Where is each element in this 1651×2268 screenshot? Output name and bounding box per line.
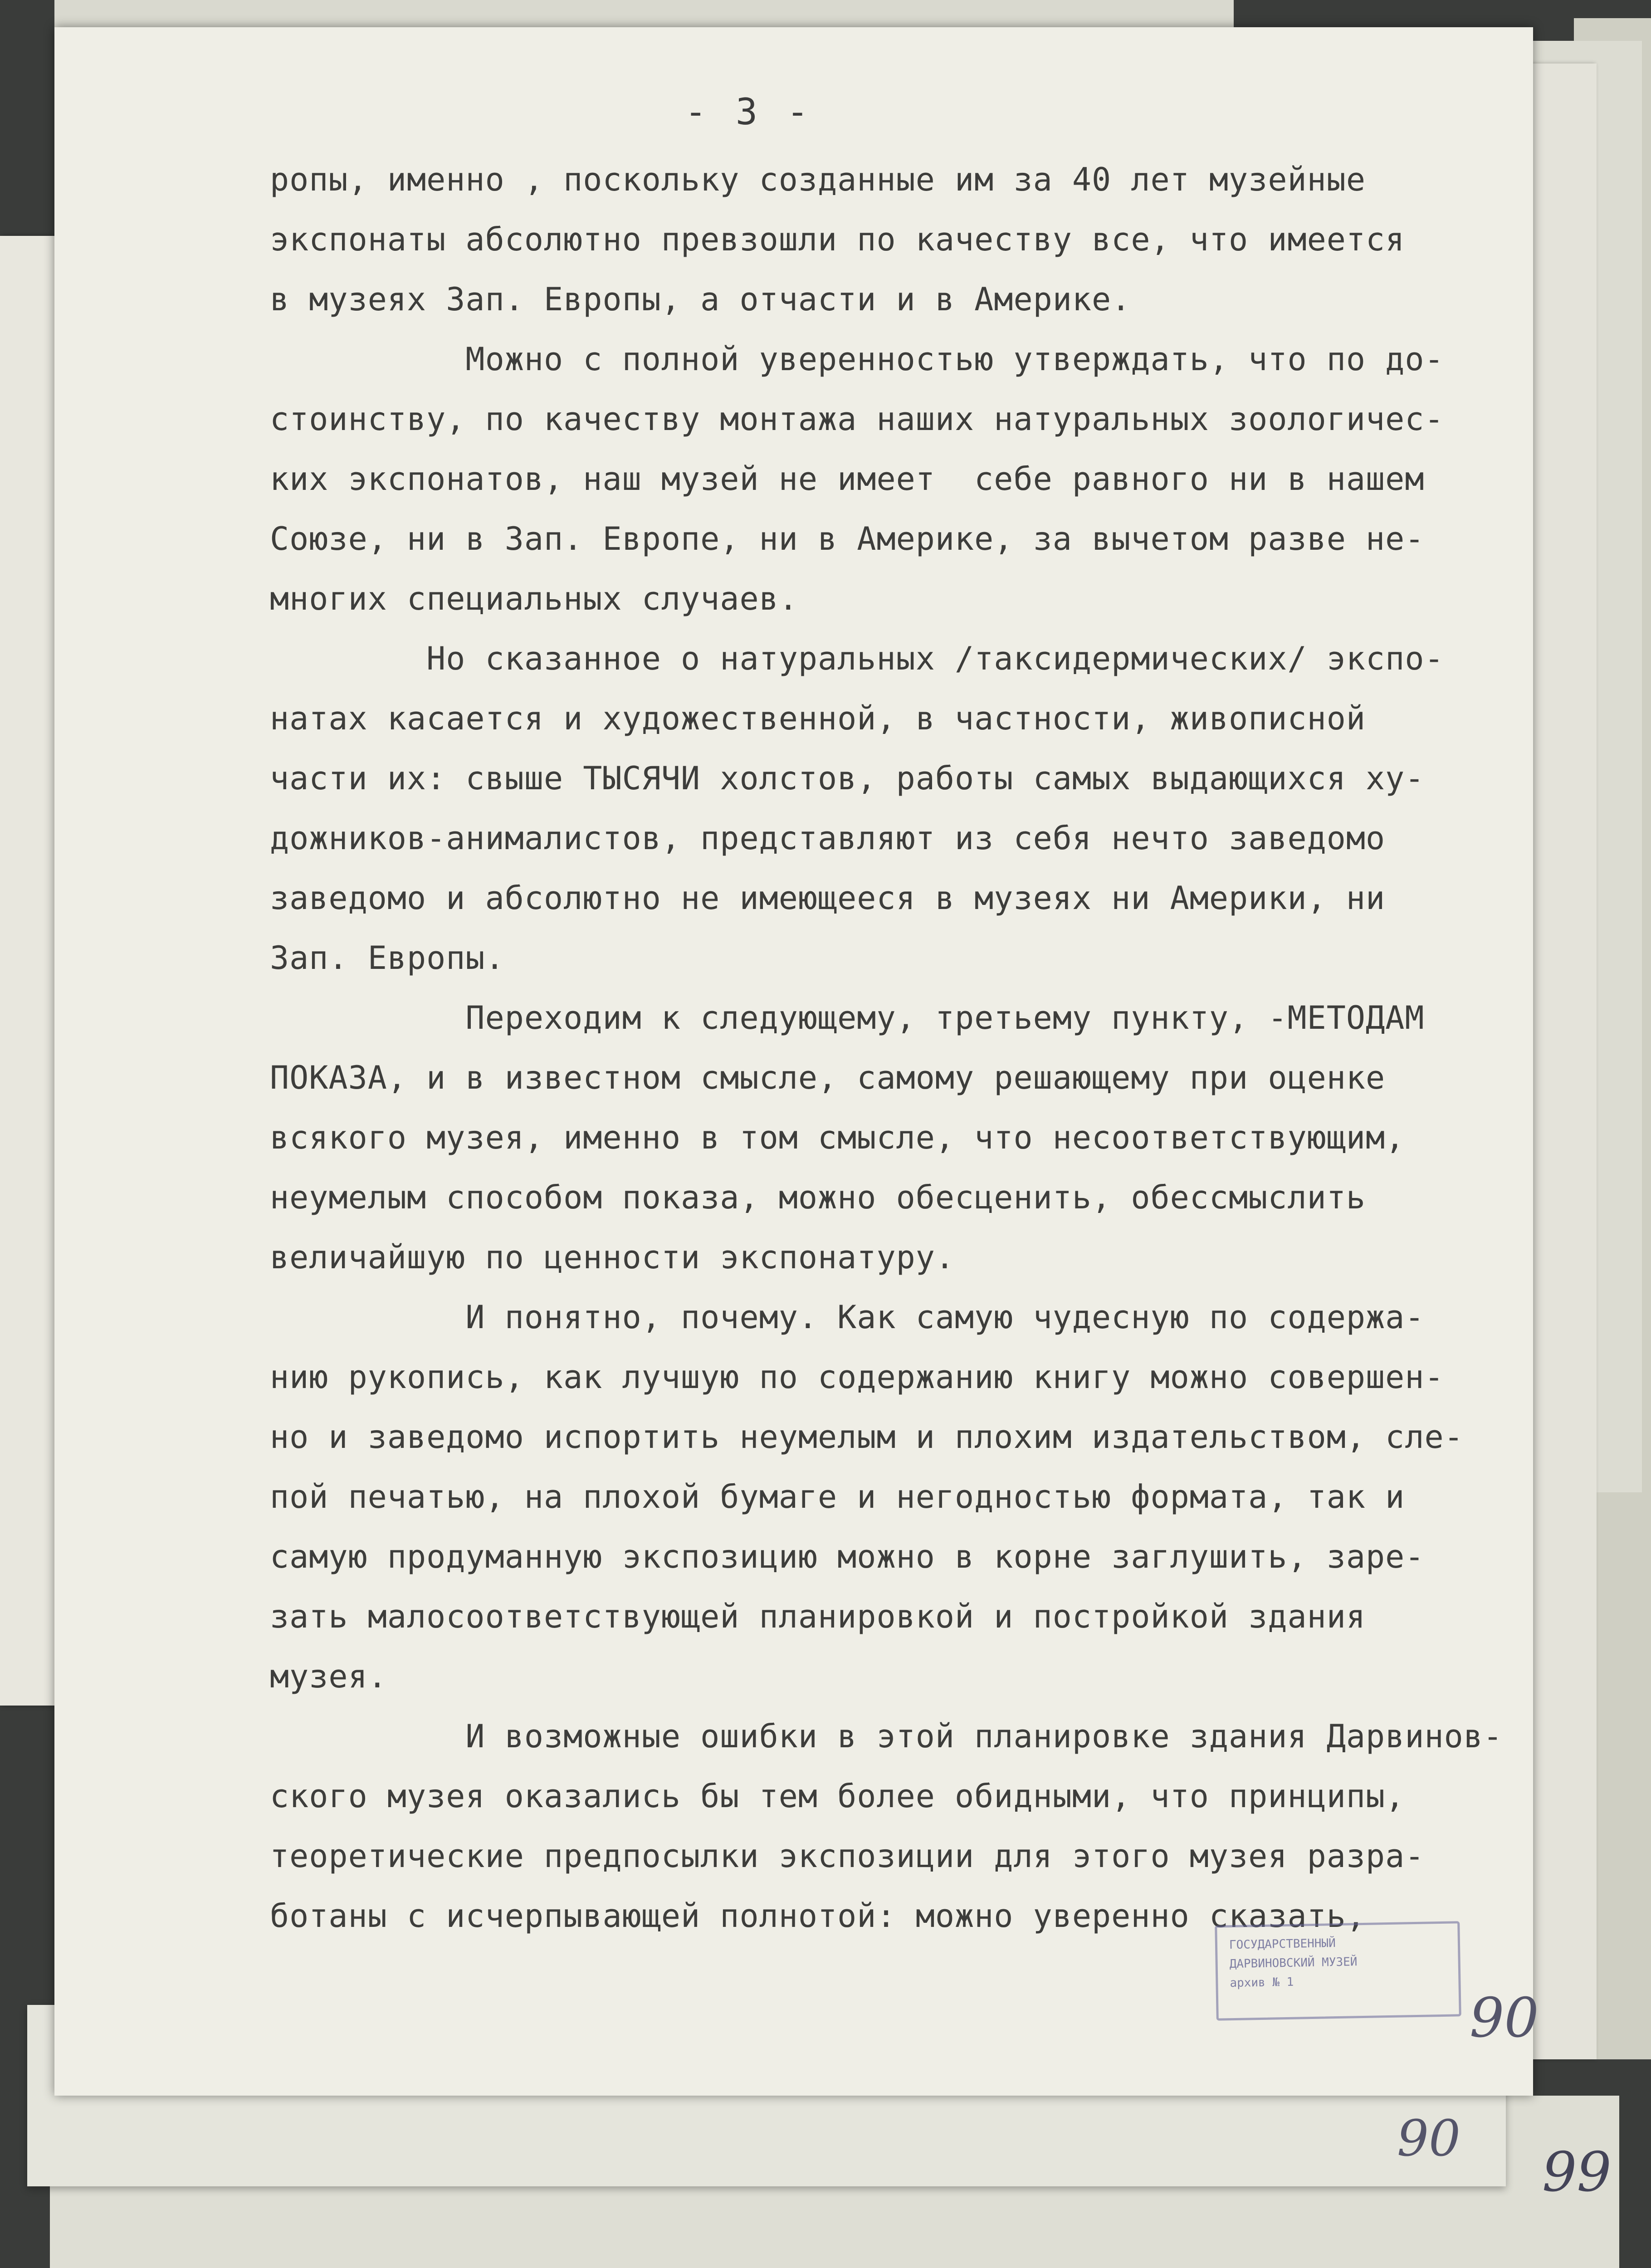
paragraph <box>270 1287 1531 1706</box>
background-sheet-left <box>0 236 54 1706</box>
paragraph <box>270 150 1531 329</box>
text-line: дожников-анималистов, представляют из себя нечто заведомо <box>270 820 1386 857</box>
stamp-line: ДАРВИНОВСКИЙ МУЗЕЙ <box>1229 1955 1358 1971</box>
text-line: ПОКАЗА, и в известном смысле, самому решающему при оценке <box>270 1059 1386 1096</box>
text-line: части их: свыше ТЫСЯЧИ холстов, работы самых выдающихся ху- <box>270 760 1425 797</box>
text-line: натах касается и художественной, в частности, живописной <box>270 700 1366 737</box>
text-line: теоретические предпосылки экспозиции для этого музея разра- <box>270 1838 1425 1875</box>
text-line: ропы, именно , поскольку созданные им за 40 лет музейные <box>270 161 1366 198</box>
document-page <box>54 27 1539 2096</box>
text-line: ких экспонатов, наш музей не имеет себе равного ни в нашем <box>270 460 1425 498</box>
text-line: самую продуманную экспозицию можно в корне заглушить, заре- <box>270 1538 1425 1575</box>
stamp-line: архив № 1 <box>1230 1975 1294 1990</box>
page-number: - 3 - <box>684 91 812 133</box>
text-line: заведомо и абсолютно не имеющееся в музеях ни Америки, ни <box>270 880 1386 917</box>
paragraph <box>270 988 1531 1287</box>
text-line: но и заведомо испортить неумелым и плохим издательством, сле- <box>270 1418 1464 1456</box>
text-line: в музеях Зап. Европы, а отчасти и в Америке. <box>270 281 1131 318</box>
paragraph <box>270 629 1531 988</box>
text-line: экспонаты абсолютно превзошли по качеству все, что имеется <box>270 221 1405 258</box>
text-line: нию рукопись, как лучшую по содержанию книгу можно совершен- <box>270 1359 1444 1396</box>
text-line: ботаны с исчерпывающей полнотой: можно уверенно сказать, <box>270 1897 1366 1935</box>
background-sheet-top <box>54 0 1234 27</box>
text-line: величайшую по ценности экспонатуру. <box>270 1239 955 1276</box>
handwritten-folio-number: 90 <box>1470 1987 1539 2050</box>
text-line: И понятно, почему. Как самую чудесную по содержа- <box>270 1299 1425 1336</box>
text-line: Переходим к следующему, третьему пункту, -МЕТОДАМ <box>270 999 1425 1036</box>
text-line: Союзе, ни в Зап. Европе, ни в Америке, за вычетом разве не- <box>270 520 1425 557</box>
text-line: музея. <box>270 1658 387 1695</box>
text-line: многих специальных случаев. <box>270 580 798 617</box>
underlying-folio-number: 90 <box>1397 2109 1460 2167</box>
stamp-line: ГОСУДАРСТВЕННЫЙ <box>1229 1936 1336 1952</box>
paragraph <box>270 329 1531 629</box>
typewritten-body <box>270 150 1531 1946</box>
text-line: пой печатью, на плохой бумаге и негодностью формата, так и <box>270 1478 1405 1515</box>
text-line: Можно с полной уверенностью утверждать, что по до- <box>270 341 1444 378</box>
edge-folio-number: 99 <box>1542 2141 1612 2204</box>
text-line: неумелым способом показа, можно обесценить, обессмыслить <box>270 1179 1366 1216</box>
text-line: И возможные ошибки в этой планировке здания Дарвинов- <box>270 1718 1503 1755</box>
text-line: Зап. Европы. <box>270 939 505 977</box>
text-line: Но сказанное о натуральных /таксидермических/ экспо- <box>270 640 1444 677</box>
paragraph <box>270 1706 1531 1946</box>
text-line: всякого музея, именно в том смысле, что несоответствующим, <box>270 1119 1405 1156</box>
archive-stamp <box>1215 1921 1461 2020</box>
text-line: стоинству, по качеству монтажа наших натуральных зоологичес- <box>270 401 1444 438</box>
text-line: ского музея оказались бы тем более обидными, что принципы, <box>270 1778 1405 1815</box>
text-line: зать малосоответствующей планировкой и постройкой здания <box>270 1598 1366 1635</box>
